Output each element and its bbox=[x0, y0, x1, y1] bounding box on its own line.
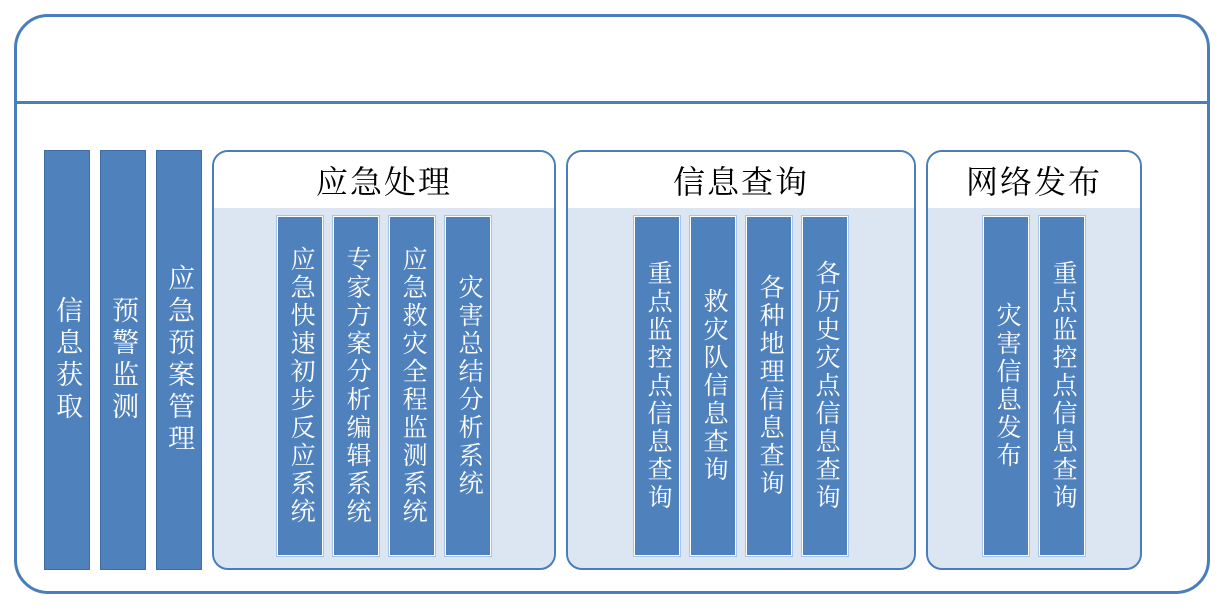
group-emergency-handling bbox=[212, 150, 556, 570]
group-items bbox=[928, 208, 1140, 568]
module-bar-emergency-plan-management[interactable] bbox=[156, 150, 202, 570]
item-bar-key-monitoring-point-info-query-publish[interactable] bbox=[1039, 216, 1085, 556]
group-items bbox=[568, 208, 914, 568]
header-divider bbox=[17, 101, 1210, 104]
group-items bbox=[214, 208, 554, 568]
item-bar-label: 救灾队信息查询 bbox=[700, 288, 728, 484]
group-title: 应急处理 bbox=[214, 152, 554, 208]
item-bar-key-monitoring-point-info-query[interactable] bbox=[634, 216, 680, 556]
item-bar-label: 各种地理信息查询 bbox=[756, 274, 784, 498]
item-bar-full-process-relief-monitoring-system[interactable] bbox=[389, 216, 435, 556]
item-bar-relief-team-info-query[interactable] bbox=[690, 216, 736, 556]
item-bar-label: 专家方案分析编辑系统 bbox=[343, 246, 371, 526]
module-bar-label: 预警监测 bbox=[108, 296, 139, 424]
diagram-body-row bbox=[44, 150, 1186, 570]
module-bar-info-acquisition[interactable] bbox=[44, 150, 90, 570]
group-network-publishing bbox=[926, 150, 1142, 570]
module-bar-warning-monitoring[interactable] bbox=[100, 150, 146, 570]
item-bar-label: 灾害信息发布 bbox=[993, 302, 1021, 470]
group-title: 网络发布 bbox=[928, 152, 1140, 208]
module-bar-label: 信息获取 bbox=[52, 296, 83, 424]
item-bar-disaster-summary-analysis-system[interactable] bbox=[445, 216, 491, 556]
item-bar-label: 各历史灾点信息查询 bbox=[812, 260, 840, 512]
group-information-query bbox=[566, 150, 916, 570]
item-bar-disaster-info-publishing[interactable] bbox=[983, 216, 1029, 556]
item-bar-label: 应急救灾全程监测系统 bbox=[399, 246, 427, 526]
item-bar-expert-plan-analysis-editing-system[interactable] bbox=[333, 216, 379, 556]
item-bar-label: 重点监控点信息查询 bbox=[644, 260, 672, 512]
item-bar-label: 应急快速初步反应系统 bbox=[287, 246, 315, 526]
item-bar-label: 灾害总结分析系统 bbox=[455, 274, 483, 498]
group-title: 信息查询 bbox=[568, 152, 914, 208]
item-bar-historical-disaster-point-info-query[interactable] bbox=[802, 216, 848, 556]
item-bar-rapid-initial-response-system[interactable] bbox=[277, 216, 323, 556]
module-bar-label: 应急预案管理 bbox=[164, 264, 195, 456]
item-bar-label: 重点监控点信息查询 bbox=[1049, 260, 1077, 512]
item-bar-geographic-info-query[interactable] bbox=[746, 216, 792, 556]
